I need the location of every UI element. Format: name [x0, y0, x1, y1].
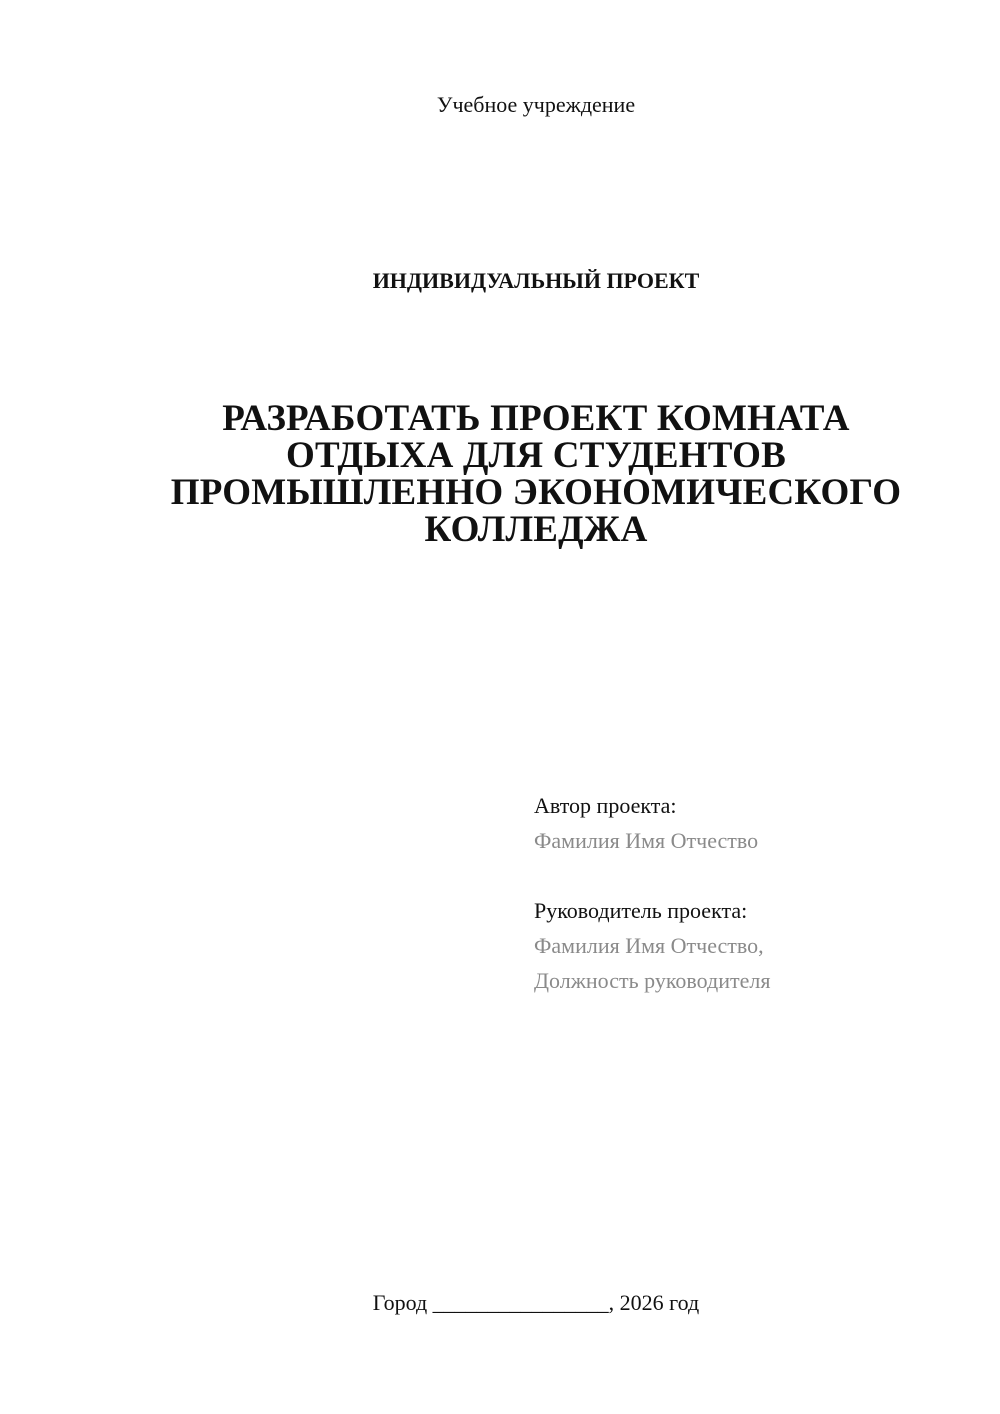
project-title-line-4: КОЛЛЕДЖА [424, 509, 648, 550]
city-year-footer: Город ________________, 2026 год [372, 1290, 700, 1315]
supervisor-label: Руководитель проекта: [534, 898, 748, 923]
project-title [120, 400, 952, 548]
supervisor-name: Фамилия Имя Отчество, [534, 933, 764, 958]
supervisor-position: Должность руководителя [534, 968, 771, 993]
project-title-line-3: ПРОМЫШЛЕННО ЭКОНОМИЧЕСКОГО [170, 472, 902, 513]
supervisor-block [534, 893, 770, 998]
author-block [534, 788, 758, 858]
project-type-heading: ИНДИВИДУАЛЬНЫЙ ПРОЕКТ [372, 268, 700, 293]
institution-name: Учебное учреждение [436, 92, 636, 117]
project-title-line-1: РАЗРАБОТАТЬ ПРОЕКТ КОМНАТА [222, 398, 850, 439]
author-label: Автор проекта: [534, 793, 677, 818]
author-name: Фамилия Имя Отчество [534, 828, 759, 853]
project-title-line-2: ОТДЫХА ДЛЯ СТУДЕНТОВ [286, 435, 786, 476]
